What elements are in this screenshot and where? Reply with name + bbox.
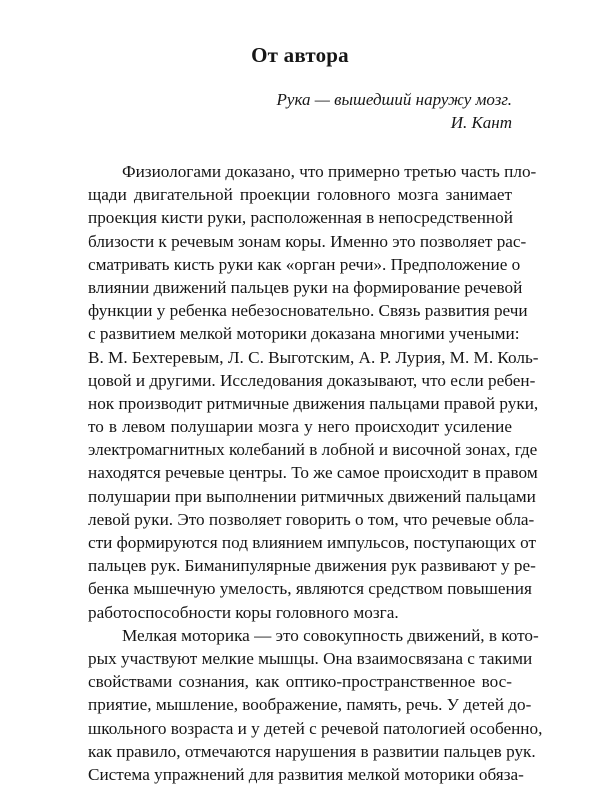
text-line: нок производит ритмичные движения пальцами правой руки, bbox=[88, 393, 539, 413]
text-line: свойствами сознания, как оптико-пространственное вос- bbox=[88, 672, 512, 692]
text-line: школьного возраста и у детей с речевой патологией особенно, bbox=[88, 718, 543, 738]
text-line: бенка мышечную умелость, являются средством повышения bbox=[88, 579, 532, 599]
text-line: электромагнитных колебаний в лобной и височной зонах, где bbox=[88, 440, 538, 460]
text-line: функции у ребенка небезосновательно. Связь развития речи bbox=[88, 301, 528, 321]
text-line: рых участвуют мелкие мышцы. Она взаимосвязана с такими bbox=[88, 648, 533, 668]
text-line: находятся речевые центры. То же самое происходит в правом bbox=[88, 463, 538, 483]
text-line: щади двигательной проекции головного мозга занимает bbox=[88, 185, 512, 205]
epigraph-author: И. Кант bbox=[450, 113, 512, 132]
text-line: В. М. Бехтеревым, Л. С. Выготским, А. Р. Лурия, М. М. Коль- bbox=[88, 347, 539, 367]
text-line: Физиологами доказано, что примерно третью часть пло- bbox=[122, 162, 537, 181]
text-line: сматривать кисть руки как «орган речи». Предположение о bbox=[88, 254, 521, 274]
text-line: как правило, отмечаются нарушения в развитии пальцев рук. bbox=[88, 741, 536, 761]
text-line: Система упражнений для развития мелкой моторики обяза- bbox=[88, 764, 524, 784]
text-line: Мелкая моторика — это совокупность движений, в кото- bbox=[122, 625, 539, 645]
text-line: цовой и другими. Исследования доказывают, что если ребен- bbox=[88, 370, 536, 390]
paragraph-2 bbox=[88, 624, 543, 786]
text-line: влиянии движений пальцев руки на формирование речевой bbox=[88, 277, 523, 297]
text-line: левой руки. Это позволяет говорить о том, что речевые обла- bbox=[88, 509, 535, 529]
text-line: с развитием мелкой моторики доказана многими учеными: bbox=[88, 324, 520, 344]
text-line: то в левом полушарии мозга у него происходит усиление bbox=[88, 417, 512, 437]
epigraph-quote: Рука — вышедший наружу мозг. bbox=[276, 90, 512, 109]
text-line: близости к речевым зонам коры. Именно это позволяет рас- bbox=[88, 231, 527, 251]
paragraph-1 bbox=[88, 160, 539, 624]
body-text bbox=[88, 160, 543, 786]
text-line: проекция кисти руки, расположенная в непосредственной bbox=[88, 208, 513, 228]
epigraph bbox=[277, 88, 512, 134]
text-line: работоспособности коры головного мозга. bbox=[88, 602, 399, 622]
text-line: пальцев рук. Биманипулярные движения рук развивают у ре- bbox=[88, 556, 536, 576]
text-line: приятие, мышление, воображение, память, речь. У детей до- bbox=[88, 695, 532, 715]
text-line: сти формируются под влиянием импульсов, поступающих от bbox=[88, 533, 537, 552]
page-title: От автора bbox=[251, 43, 349, 67]
text-line: полушарии при выполнении ритмичных движений пальцами bbox=[88, 486, 536, 506]
